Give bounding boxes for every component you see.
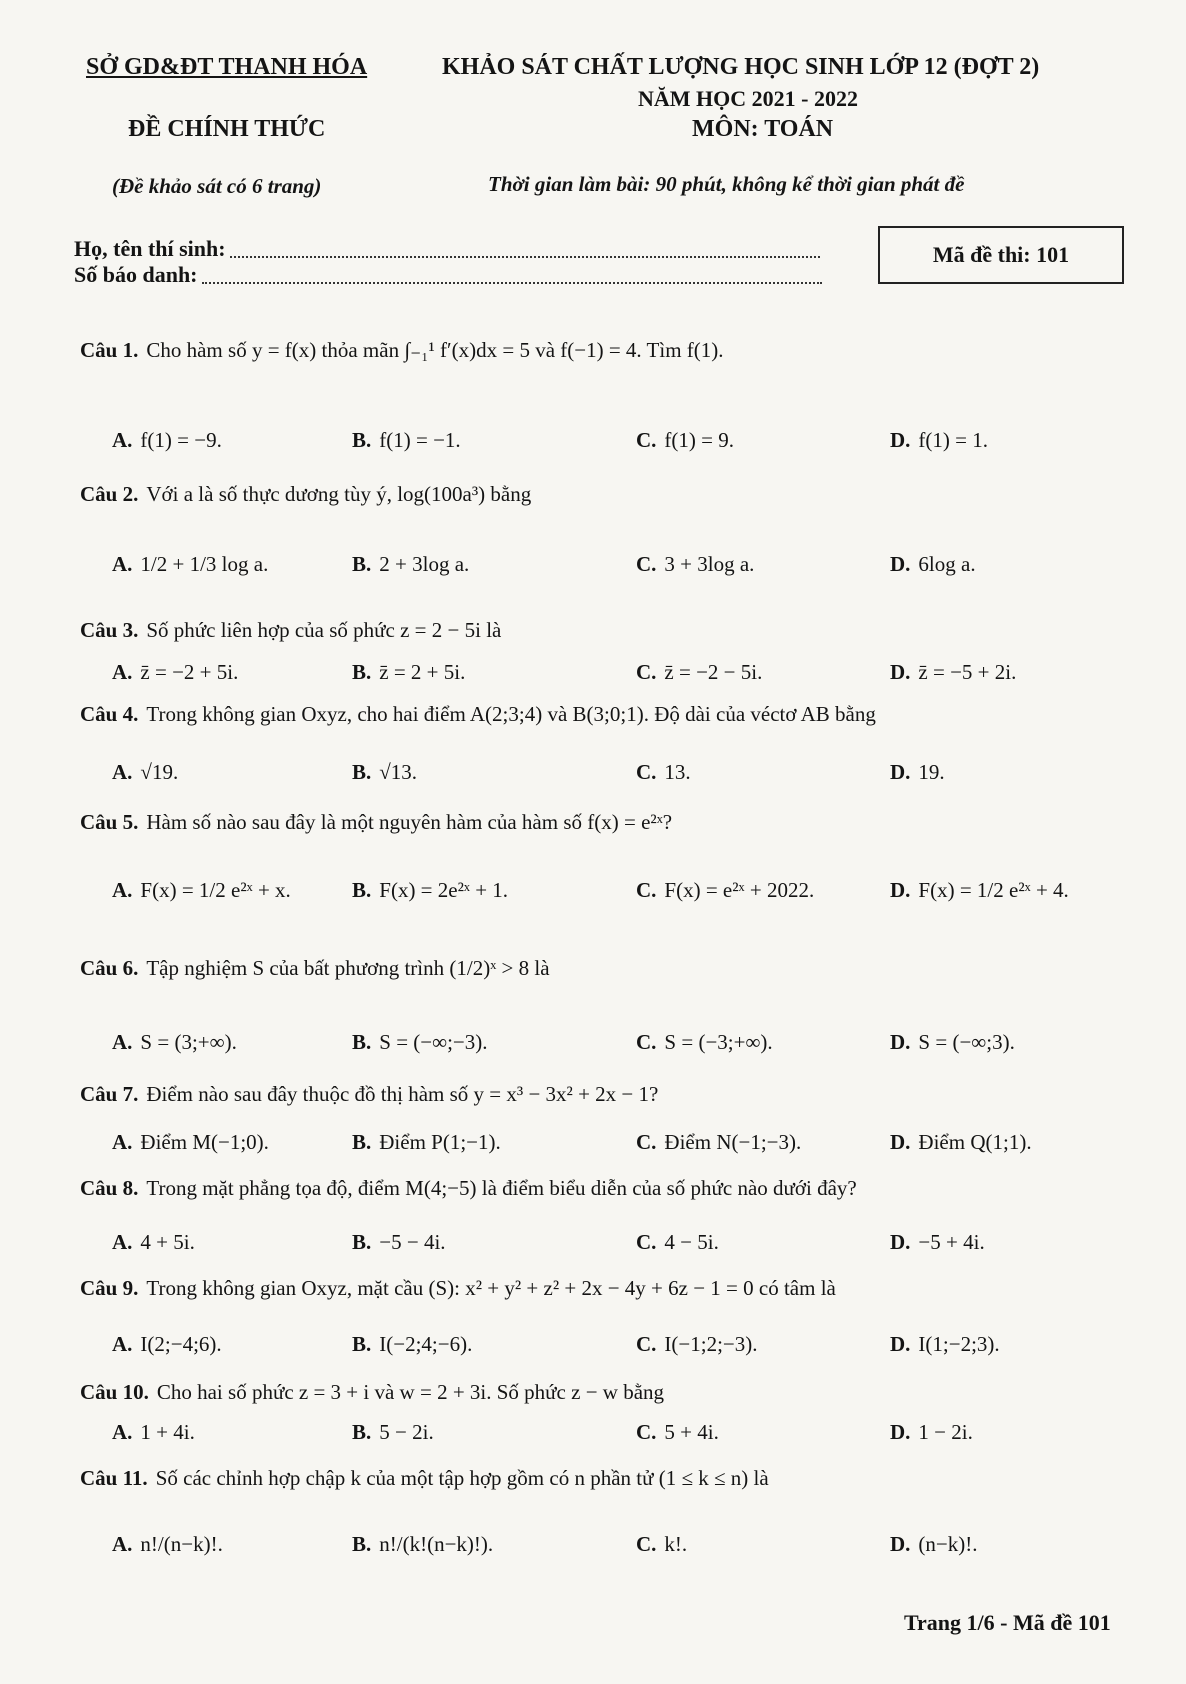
answer-option[interactable] bbox=[352, 1230, 446, 1255]
time-note: Thời gian làm bài: 90 phút, không kể thời gian phát đề bbox=[488, 172, 965, 196]
option-key: D. bbox=[890, 1420, 911, 1444]
exam-title: KHẢO SÁT CHẤT LƯỢNG HỌC SINH LỚP 12 (ĐỢT 2) bbox=[442, 54, 1040, 80]
option-text: 1 − 2i. bbox=[918, 1420, 973, 1444]
answer-option[interactable] bbox=[890, 1130, 1032, 1155]
option-text: (n−k)!. bbox=[918, 1532, 978, 1556]
option-key: C. bbox=[636, 1030, 657, 1054]
answer-option[interactable] bbox=[112, 1332, 222, 1357]
option-text: 2 + 3log a. bbox=[379, 552, 470, 576]
question-text: Cho hàm số y = f(x) thỏa mãn ∫₋₁¹ f′(x)dx = 5 và f(−1) = 4. Tìm f(1). bbox=[146, 338, 724, 362]
question-stem bbox=[80, 810, 672, 835]
option-key: C. bbox=[636, 878, 657, 902]
answer-option[interactable] bbox=[112, 1230, 195, 1255]
option-key: C. bbox=[636, 552, 657, 576]
option-text: S = (−∞;−3). bbox=[379, 1030, 488, 1054]
answer-option[interactable] bbox=[636, 1030, 773, 1055]
option-key: B. bbox=[352, 428, 372, 452]
option-key: C. bbox=[636, 1230, 657, 1254]
question-stem bbox=[80, 618, 501, 643]
page-footer: Trang 1/6 - Mã đề 101 bbox=[904, 1610, 1111, 1635]
option-key: D. bbox=[890, 760, 911, 784]
answer-option[interactable] bbox=[636, 428, 734, 453]
answer-option[interactable] bbox=[352, 1420, 434, 1445]
option-text: S = (−∞;3). bbox=[918, 1030, 1015, 1054]
option-text: f(1) = 9. bbox=[664, 428, 734, 452]
candidate-id-label: Số báo danh: bbox=[74, 262, 198, 287]
answer-option[interactable] bbox=[112, 552, 268, 577]
option-key: B. bbox=[352, 1420, 372, 1444]
option-key: A. bbox=[112, 428, 133, 452]
question-stem bbox=[80, 1380, 664, 1405]
option-key: B. bbox=[352, 1230, 372, 1254]
option-text: z̄ = 2 + 5i. bbox=[379, 660, 466, 684]
answer-option[interactable] bbox=[112, 428, 222, 453]
question-number: Câu 11. bbox=[80, 1466, 148, 1490]
option-text: √13. bbox=[379, 760, 418, 784]
option-text: I(−1;2;−3). bbox=[664, 1332, 758, 1356]
option-key: A. bbox=[112, 1130, 133, 1154]
option-key: A. bbox=[112, 1532, 133, 1556]
question-stem bbox=[80, 702, 876, 727]
question-text: Trong không gian Oxyz, mặt cầu (S): x² + y² + z² + 2x − 4y + 6z − 1 = 0 có tâm là bbox=[146, 1276, 836, 1300]
option-text: Điểm M(−1;0). bbox=[140, 1130, 269, 1154]
option-key: B. bbox=[352, 1030, 372, 1054]
option-text: 1 + 4i. bbox=[140, 1420, 195, 1444]
answer-option[interactable] bbox=[636, 1332, 758, 1357]
option-text: 4 + 5i. bbox=[140, 1230, 195, 1254]
option-key: C. bbox=[636, 1130, 657, 1154]
answer-option[interactable] bbox=[112, 760, 178, 785]
question-text: Số các chỉnh hợp chập k của một tập hợp gồm có n phần tử (1 ≤ k ≤ n) là bbox=[155, 1466, 769, 1490]
option-text: 19. bbox=[918, 760, 945, 784]
option-key: D. bbox=[890, 660, 911, 684]
option-text: −5 − 4i. bbox=[379, 1230, 446, 1254]
option-text: 4 − 5i. bbox=[664, 1230, 719, 1254]
option-key: B. bbox=[352, 660, 372, 684]
question-stem bbox=[80, 1466, 769, 1491]
answer-option[interactable] bbox=[112, 1420, 195, 1445]
answer-option[interactable] bbox=[112, 1130, 269, 1155]
option-text: √19. bbox=[140, 760, 179, 784]
subject-label: MÔN: TOÁN bbox=[692, 116, 834, 142]
option-text: −5 + 4i. bbox=[918, 1230, 985, 1254]
answer-option[interactable] bbox=[636, 1230, 719, 1255]
option-text: I(2;−4;6). bbox=[140, 1332, 222, 1356]
question-text: Tập nghiệm S của bất phương trình (1/2)ˣ > 8 là bbox=[146, 956, 550, 980]
option-text: F(x) = 1/2 e²ˣ + x. bbox=[140, 878, 291, 902]
exam-code-box: Mã đề thi: 101 bbox=[878, 226, 1124, 284]
answer-option[interactable] bbox=[890, 1230, 985, 1255]
answer-option[interactable] bbox=[352, 660, 465, 685]
option-text: Điểm Q(1;1). bbox=[918, 1130, 1032, 1154]
option-key: D. bbox=[890, 1130, 911, 1154]
answer-option[interactable] bbox=[636, 1420, 719, 1445]
option-key: D. bbox=[890, 428, 911, 452]
answer-option[interactable] bbox=[112, 878, 291, 903]
option-text: n!/(k!(n−k)!). bbox=[379, 1532, 494, 1556]
option-text: 5 − 2i. bbox=[379, 1420, 434, 1444]
question-number: Câu 2. bbox=[80, 482, 139, 506]
option-text: I(1;−2;3). bbox=[918, 1332, 1000, 1356]
question-stem bbox=[80, 1176, 857, 1201]
answer-option[interactable] bbox=[352, 878, 508, 903]
answer-option[interactable] bbox=[890, 760, 945, 785]
answer-option[interactable] bbox=[890, 428, 988, 453]
answer-option[interactable] bbox=[890, 1030, 1015, 1055]
option-key: C. bbox=[636, 760, 657, 784]
answer-option[interactable] bbox=[636, 1532, 687, 1557]
option-text: f(1) = 1. bbox=[918, 428, 988, 452]
question-number: Câu 3. bbox=[80, 618, 139, 642]
question-number: Câu 4. bbox=[80, 702, 139, 726]
question-number: Câu 8. bbox=[80, 1176, 139, 1200]
question-text: Với a là số thực dương tùy ý, log(100a³) bằng bbox=[146, 482, 532, 506]
answer-option[interactable] bbox=[890, 1332, 1000, 1357]
question-number: Câu 6. bbox=[80, 956, 139, 980]
option-key: D. bbox=[890, 1332, 911, 1356]
answer-option[interactable] bbox=[352, 428, 461, 453]
option-key: B. bbox=[352, 1332, 372, 1356]
option-key: B. bbox=[352, 760, 372, 784]
option-key: A. bbox=[112, 1030, 133, 1054]
official-label: ĐỀ CHÍNH THỨC bbox=[128, 116, 326, 142]
question-text: Trong không gian Oxyz, cho hai điểm A(2;3;4) và B(3;0;1). Độ dài của véctơ AB bằng bbox=[146, 702, 876, 726]
answer-option[interactable] bbox=[636, 878, 814, 903]
option-key: C. bbox=[636, 660, 657, 684]
option-key: D. bbox=[890, 1030, 911, 1054]
answer-option[interactable] bbox=[352, 760, 417, 785]
option-text: Điểm P(1;−1). bbox=[379, 1130, 501, 1154]
department-name: SỞ GD&ĐT THANH HÓA bbox=[86, 54, 368, 80]
candidate-name-label: Họ, tên thí sinh: bbox=[74, 236, 226, 261]
option-text: F(x) = 2e²ˣ + 1. bbox=[379, 878, 509, 902]
option-text: z̄ = −2 − 5i. bbox=[664, 660, 763, 684]
answer-option[interactable] bbox=[352, 1130, 501, 1155]
question-number: Câu 7. bbox=[80, 1082, 139, 1106]
option-key: D. bbox=[890, 552, 911, 576]
option-text: F(x) = e²ˣ + 2022. bbox=[664, 878, 815, 902]
option-key: D. bbox=[890, 1532, 911, 1556]
option-key: A. bbox=[112, 660, 133, 684]
question-number: Câu 5. bbox=[80, 810, 139, 834]
answer-option[interactable] bbox=[352, 1532, 493, 1557]
school-year: NĂM HỌC 2021 - 2022 bbox=[638, 86, 858, 111]
answer-option[interactable] bbox=[112, 1532, 223, 1557]
option-text: n!/(n−k)!. bbox=[140, 1532, 223, 1556]
question-number: Câu 1. bbox=[80, 338, 139, 362]
question-stem bbox=[80, 956, 550, 981]
question-text: Trong mặt phẳng tọa độ, điểm M(4;−5) là điểm biểu diễn của số phức nào dưới đây? bbox=[146, 1176, 857, 1200]
question-text: Cho hai số phức z = 3 + i và w = 2 + 3i. Số phức z − w bằng bbox=[156, 1380, 665, 1404]
question-stem bbox=[80, 1082, 658, 1107]
answer-option[interactable] bbox=[636, 1130, 801, 1155]
answer-option[interactable] bbox=[636, 552, 754, 577]
option-text: S = (3;+∞). bbox=[140, 1030, 237, 1054]
option-text: k!. bbox=[664, 1532, 688, 1556]
answer-option[interactable] bbox=[636, 760, 691, 785]
option-key: B. bbox=[352, 1532, 372, 1556]
option-key: D. bbox=[890, 1230, 911, 1254]
answer-option[interactable] bbox=[112, 660, 238, 685]
candidate-name-field bbox=[74, 236, 820, 262]
answer-option[interactable] bbox=[890, 878, 1069, 903]
option-key: B. bbox=[352, 878, 372, 902]
answer-option[interactable] bbox=[890, 1532, 978, 1557]
option-text: 1/2 + 1/3 log a. bbox=[140, 552, 269, 576]
answer-option[interactable] bbox=[112, 1030, 237, 1055]
question-text: Điểm nào sau đây thuộc đồ thị hàm số y = x³ − 3x² + 2x − 1? bbox=[146, 1082, 659, 1106]
option-text: I(−2;4;−6). bbox=[379, 1332, 473, 1356]
candidate-id-line bbox=[202, 278, 822, 284]
option-text: f(1) = −9. bbox=[140, 428, 222, 452]
answer-option[interactable] bbox=[352, 1332, 472, 1357]
candidate-name-line bbox=[230, 252, 820, 258]
option-key: A. bbox=[112, 1332, 133, 1356]
question-stem bbox=[80, 338, 724, 363]
answer-option[interactable] bbox=[352, 552, 469, 577]
pages-note: (Đề khảo sát có 6 trang) bbox=[112, 174, 322, 198]
option-key: B. bbox=[352, 552, 372, 576]
option-text: 5 + 4i. bbox=[664, 1420, 719, 1444]
answer-option[interactable] bbox=[890, 1420, 973, 1445]
question-stem bbox=[80, 1276, 836, 1301]
option-key: C. bbox=[636, 1420, 657, 1444]
option-text: z̄ = −5 + 2i. bbox=[918, 660, 1017, 684]
option-text: 3 + 3log a. bbox=[664, 552, 755, 576]
candidate-id-field bbox=[74, 262, 822, 288]
question-number: Câu 9. bbox=[80, 1276, 139, 1300]
option-key: A. bbox=[112, 1420, 133, 1444]
option-text: f(1) = −1. bbox=[379, 428, 461, 452]
option-text: S = (−3;+∞). bbox=[664, 1030, 773, 1054]
question-text: Hàm số nào sau đây là một nguyên hàm của hàm số f(x) = e²ˣ? bbox=[146, 810, 673, 834]
option-text: Điểm N(−1;−3). bbox=[664, 1130, 802, 1154]
option-key: C. bbox=[636, 1532, 657, 1556]
option-text: z̄ = −2 + 5i. bbox=[140, 660, 239, 684]
question-text: Số phức liên hợp của số phức z = 2 − 5i là bbox=[146, 618, 502, 642]
option-key: C. bbox=[636, 1332, 657, 1356]
option-text: 13. bbox=[664, 760, 691, 784]
option-key: A. bbox=[112, 552, 133, 576]
question-stem bbox=[80, 482, 531, 507]
answer-option[interactable] bbox=[636, 660, 762, 685]
option-key: A. bbox=[112, 878, 133, 902]
option-key: C. bbox=[636, 428, 657, 452]
option-text: F(x) = 1/2 e²ˣ + 4. bbox=[918, 878, 1069, 902]
option-text: 6log a. bbox=[918, 552, 976, 576]
option-key: A. bbox=[112, 760, 133, 784]
option-key: A. bbox=[112, 1230, 133, 1254]
question-number: Câu 10. bbox=[80, 1380, 149, 1404]
option-key: B. bbox=[352, 1130, 372, 1154]
answer-option[interactable] bbox=[352, 1030, 488, 1055]
answer-option[interactable] bbox=[890, 660, 1016, 685]
answer-option[interactable] bbox=[890, 552, 976, 577]
option-key: D. bbox=[890, 878, 911, 902]
